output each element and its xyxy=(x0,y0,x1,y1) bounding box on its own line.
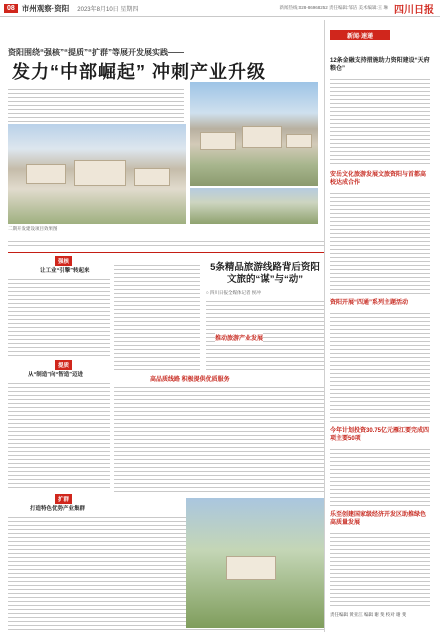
feature-subhead-2: 高品质线路 积极提供优质服务 xyxy=(150,374,230,383)
feature-byline: ○ 四川日报全媒体记者 侯冲 xyxy=(206,290,261,295)
editor-credits: 责任编辑 黄亚江 编辑 谢 斐 校对 谢 斐 xyxy=(330,612,407,617)
subhead-engine: 让工业“引擎”转起来 xyxy=(40,268,90,274)
tag-quality: 提质 xyxy=(55,360,72,370)
sidebar-text-1 xyxy=(330,76,430,166)
photo-caption: 二期开发建设项目效果图 xyxy=(8,226,58,231)
tag-strengthen-core: 强核 xyxy=(55,256,72,266)
project-rendering-photo xyxy=(8,124,186,224)
sidebar-text-2 xyxy=(330,190,430,294)
feature-headline: 5条精品旅游线路背后资阳文旅的“谋”与“动” xyxy=(210,262,320,285)
lead-headline: 发力“中部崛起” 冲刺产业升级 xyxy=(12,62,266,82)
sidebar-title-5: 乐至创建国家级经济开发区助推绿色高质量发展 xyxy=(330,512,427,526)
sidebar-title-3: 资阳开展“四通”系列主题活动 xyxy=(330,300,409,306)
tag-cluster: 扩群 xyxy=(55,494,72,504)
sidebar-text-5 xyxy=(330,530,430,608)
section-rule xyxy=(8,252,324,253)
sidebar-text-4 xyxy=(330,446,430,506)
newspaper-logo: 四川日报 xyxy=(394,4,434,16)
subhead-industry-cluster: 打造特色优势产业集群 xyxy=(30,506,86,512)
page-header xyxy=(0,0,440,17)
sidebar-title-4: 今年计划投资30.75亿元雁江要完成四项主要50项 xyxy=(330,428,430,442)
article-text-2 xyxy=(8,380,110,490)
lead-intro-text xyxy=(8,86,184,122)
subhead-smart-manufacturing: 从“制造”向“智造”迈进 xyxy=(28,372,84,378)
article-text-1 xyxy=(8,276,110,356)
feature-subhead-1: 推动旅游产业发展 xyxy=(215,333,263,342)
sidebar-title-1: 12条金融支持措施助力资阳建设“天府粮仓” xyxy=(330,58,430,72)
contact-info: 新闻热线:028-86968252 责任编辑:邹洁 美术编辑:王 琳 xyxy=(279,5,388,10)
tourism-photo xyxy=(186,498,324,628)
aerial-photo xyxy=(190,188,318,224)
article-text-middle xyxy=(114,262,200,370)
feature-text-2 xyxy=(114,384,324,494)
sidebar-column-tag: 新闻·速递 xyxy=(330,30,390,40)
sidebar-text-3 xyxy=(330,310,430,422)
industrial-park-photo xyxy=(190,82,318,186)
sidebar-title-2: 安岳文化旅游发展文旅资阳与首都高校达成合作 xyxy=(330,172,427,186)
lead-kicker: 资阳围绕“强核”“提质”“扩群”等展开发展实践—— xyxy=(8,48,184,57)
caption-text xyxy=(8,238,324,246)
issue-date: 2023年8月10日 星期四 xyxy=(77,6,139,13)
section-name: 市州观察·资阳 xyxy=(21,3,70,13)
page-number: 08 xyxy=(4,4,18,13)
